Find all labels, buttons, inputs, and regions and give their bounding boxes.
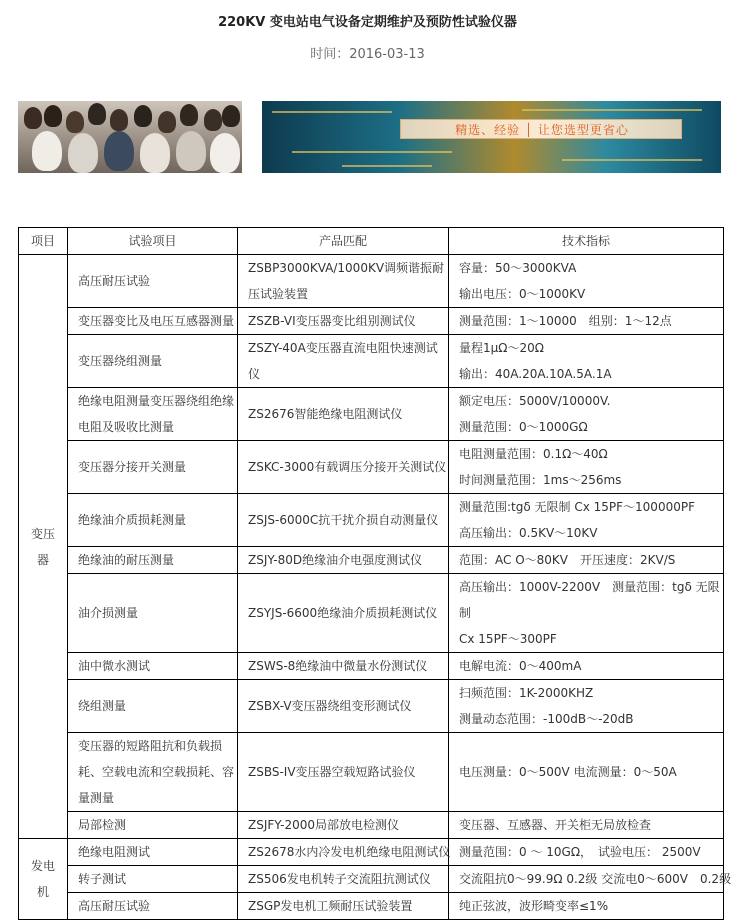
spec-cell [449,866,732,893]
test-item-cell-line: 绝缘油介质损耗测量 [78,513,187,527]
test-item-cell-line: 变压器的短路阻抗和负载损 [78,739,223,753]
test-item-cell [68,388,238,441]
test-item-cell [68,441,238,494]
product-cell-line: ZSBP3000KVA/1000KV调频谐振耐 [248,261,445,275]
product-cell [238,441,449,494]
spec-cell [449,388,724,441]
spec-cell [449,308,724,335]
spec-cell [449,812,724,839]
spec-cell [449,441,724,494]
table-row [19,733,724,812]
test-item-cell [68,866,238,893]
spec-cell [449,335,724,388]
product-cell [238,494,449,547]
spec-cell-line: 高压输出：0.5KV～10KV [459,526,598,540]
spec-cell [449,494,724,547]
test-item-cell [68,653,238,680]
test-item-cell-line: 高压耐压试验 [78,899,151,913]
table-row [19,574,724,653]
product-cell [238,335,449,388]
table-row [19,812,724,839]
product-cell [238,680,449,733]
product-cell [238,574,449,653]
product-cell-line: 仪 [248,367,261,381]
spec-cell [449,547,724,574]
category-generator [19,839,68,920]
header-test-item: 试验项目 [68,228,238,255]
table-row [19,255,724,308]
test-item-cell-line: 变压器分接开关测量 [78,460,187,474]
page-title: 220KV 变电站电气设备定期维护及预防性试验仪器 [218,15,517,30]
table-row [19,547,724,574]
test-item-cell [68,547,238,574]
spec-cell-line: 制 [459,606,472,620]
spec-cell [449,255,724,308]
product-cell-line: ZSJY-80D绝缘油介电强度测试仪 [248,553,423,567]
team-photo-banner [18,101,242,173]
product-cell-line: ZS2676智能绝缘电阻测试仪 [248,407,403,421]
header-product: 产品匹配 [238,228,449,255]
test-item-cell [68,839,238,866]
category-transformer [19,255,68,839]
table-row [19,335,724,388]
spec-cell-line: 测量范围：1～10000 组别：1～12点 [459,314,672,328]
product-cell-line: ZSBS-IV变压器空载短路试验仪 [248,765,416,779]
spec-cell-line: 变压器、互感器、开关柜无局放检查 [459,818,652,832]
product-cell [238,812,449,839]
product-cell-line: ZS506发电机转子交流阻抗测试仪 [248,872,431,886]
test-item-cell [68,308,238,335]
product-cell-line: ZSBX-V变压器绕组变形测试仪 [248,699,412,713]
test-item-cell [68,812,238,839]
test-item-cell-line: 电阻及吸收比测量 [78,420,175,434]
category-generator-line: 发电 [30,859,55,873]
spec-cell-line: 高压输出：1000V-2200V 测量范围：tgδ 无限 [459,580,720,594]
test-item-cell [68,255,238,308]
product-cell [238,547,449,574]
spec-cell-line: 测量范围：0 ～ 10GΩ， 试验电压： 2500V [459,845,701,859]
test-item-cell-line: 转子测试 [78,872,127,886]
spec-cell-line: 范围：AC O～80KV 开压速度：2KV/S [459,553,676,567]
spec-cell-line: 量程1μΩ～20Ω [459,341,544,355]
product-cell [238,308,449,335]
product-cell-line: ZSZB-VI变压器变比组别测试仪 [248,314,416,328]
spec-cell-line: Cx 15PF～300PF [459,632,557,646]
test-item-cell-line: 绝缘电阻测试 [78,845,151,859]
spec-cell [449,680,724,733]
spec-cell-line: 扫频范围：1K-2000KHZ [459,686,594,700]
test-item-cell [68,335,238,388]
spec-cell [449,839,724,866]
test-item-cell [68,494,238,547]
header-category: 项目 [19,228,68,255]
test-item-cell-line: 耗、空载电流和空载损耗、容 [78,765,235,779]
test-item-cell-line: 变压器绕组测量 [78,354,163,368]
spec-cell-line: 输出电压：0～1000KV [459,287,586,301]
test-item-cell [68,574,238,653]
test-item-cell-line: 量测量 [78,791,115,805]
spec-cell-line: 电阻测量范围：0.1Ω～40Ω [459,447,608,461]
product-cell-line: 压试验装置 [248,287,309,301]
product-cell [238,893,449,920]
test-item-cell-line: 油介损测量 [78,606,139,620]
product-cell-line: ZS2678水内冷发电机绝缘电阻测试仪 [248,845,451,859]
table-header-row [19,228,724,255]
category-transformer-line: 器 [36,552,49,567]
product-cell [238,866,449,893]
test-item-cell [68,893,238,920]
product-cell-line: ZSYJS-6600绝缘油介质损耗测试仪 [248,606,438,620]
instrument-table [18,227,732,920]
table-row [19,653,724,680]
test-item-cell [68,733,238,812]
spec-cell-line: 纯正弦波，波形畸变率≤1% [459,899,609,913]
table-row [19,893,724,920]
product-cell [238,653,449,680]
spec-cell-line: 电解电流：0～400mA [459,659,582,673]
spec-cell [449,653,724,680]
test-item-cell [68,680,238,733]
table-row [19,441,724,494]
product-cell [238,733,449,812]
table-row [19,680,724,733]
test-item-cell-line: 绝缘油的耐压测量 [78,553,175,567]
table-row [19,494,724,547]
spec-cell [449,893,724,920]
spec-cell-line: 额定电压：5000V/10000V. [459,394,611,408]
table-row [19,866,724,893]
table-row [19,308,724,335]
product-cell [238,255,449,308]
test-item-cell-line: 油中微水测试 [78,659,151,673]
test-item-cell-line: 变压器变比及电压互感器测量 [78,314,235,328]
test-item-cell-line: 高压耐压试验 [78,274,151,288]
spec-cell-line: 时间测量范围：1ms～256ms [459,473,622,487]
spec-cell-line: 交流阻抗0～99.9Ω 0.2级 交流电0～600V 0.2级 [459,872,732,886]
spec-cell-line: 输出：40A.20A.10A.5A.1A [459,367,612,381]
spec-cell-line: 测量范围：0～1000GΩ [459,420,588,434]
test-item-cell-line: 绕组测量 [78,699,127,713]
header-spec: 技术指标 [449,228,724,255]
spec-cell-line: 容量：50～3000KVA [459,261,577,275]
product-cell-line: ZSKC-3000有载调压分接开关测试仪 [248,460,447,474]
spec-cell-line: 电压测量：0～500V 电流测量：0～50A [459,765,677,779]
category-transformer-line: 变压 [30,526,55,541]
product-cell-line: ZSZY-40A变压器直流电阻快速测试 [248,341,438,355]
test-item-cell-line: 绝缘电阻测量变压器绕组绝缘 [78,394,235,408]
spec-cell [449,733,724,812]
product-cell-line: ZSJS-6000C抗干扰介损自动测量仪 [248,513,439,527]
spec-cell-line: 测量范围:tgδ 无限制 Cx 15PF～100000PF [459,500,695,514]
table-row [19,839,724,866]
product-cell [238,839,449,866]
spec-cell [449,574,724,653]
product-cell-line: ZSJFY-2000局部放电检测仪 [248,818,400,832]
banner-slogan: 精选、经验 │ 让您选型更省心 [455,123,629,137]
table-row [19,388,724,441]
product-cell-line: ZSWS-8绝缘油中微量水份测试仪 [248,659,428,673]
category-generator-line: 机 [36,885,49,899]
spec-cell-line: 测量动态范围：-100dB～-20dB [459,712,634,726]
product-cell [238,388,449,441]
test-item-cell-line: 局部检测 [78,818,127,832]
publish-date: 时间：2016-03-13 [310,47,425,62]
product-cell-line: ZSGP发电机工频耐压试验装置 [248,899,413,913]
